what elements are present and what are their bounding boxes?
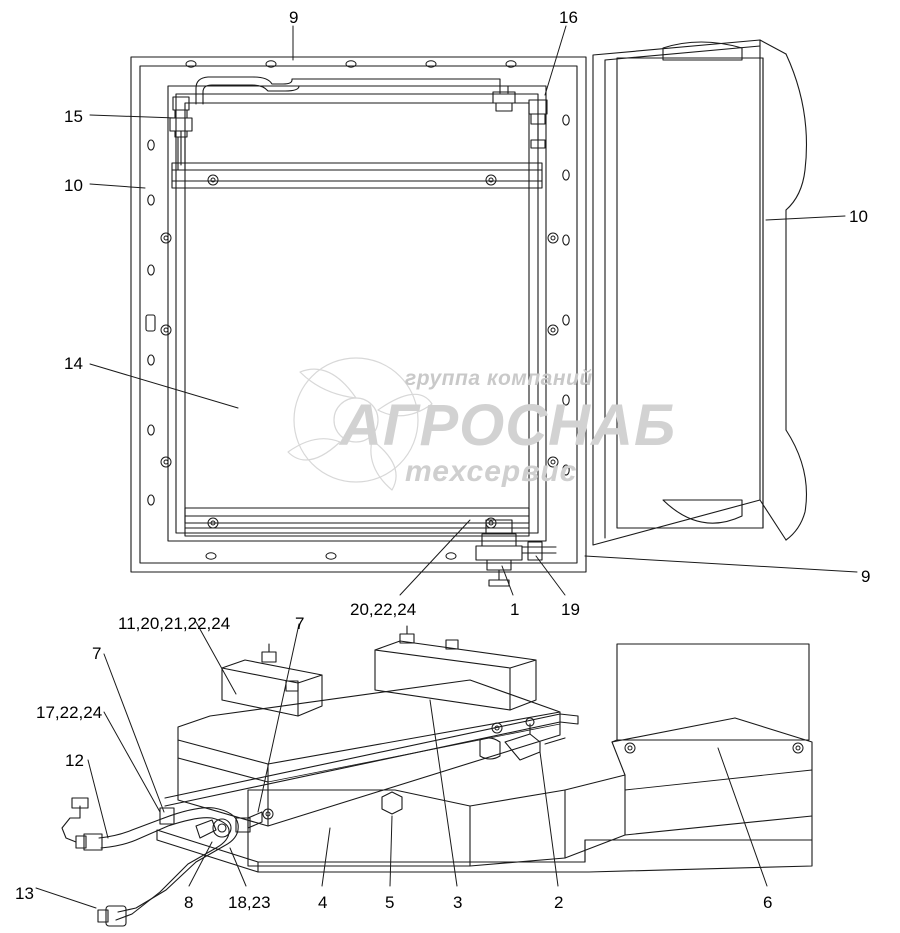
callout-9-top: 9 [289,8,299,27]
watermark-line-1: группа компаний [405,367,593,390]
callout-14: 14 [64,354,83,373]
callout-12: 12 [65,751,84,770]
callout-7-left: 7 [92,644,102,663]
callout-5: 5 [385,893,395,912]
callout-11-20-21-22-24: 11,20,21,22,24 [118,614,231,633]
callout-3: 3 [453,893,463,912]
callout-9-right: 9 [861,567,871,586]
callout-17-22-24: 17,22,24 [36,703,103,722]
callout-6: 6 [763,893,773,912]
callout-16: 16 [559,8,578,27]
callout-18-23: 18,23 [228,893,271,912]
callout-7-upper: 7 [295,614,305,633]
callout-15: 15 [64,107,83,126]
watermark-line-3: техсервис [405,455,578,488]
callout-20-22-24: 20,22,24 [350,600,417,619]
callout-4: 4 [318,893,328,912]
watermark-line-2: АГРОСНАБ [340,393,677,458]
callout-13: 13 [15,884,34,903]
callout-10-left: 10 [64,176,83,195]
callout-19: 19 [561,600,580,619]
callout-10-right: 10 [849,207,868,226]
callout-2: 2 [554,893,564,912]
callout-1: 1 [510,600,520,619]
callout-8: 8 [184,893,194,912]
